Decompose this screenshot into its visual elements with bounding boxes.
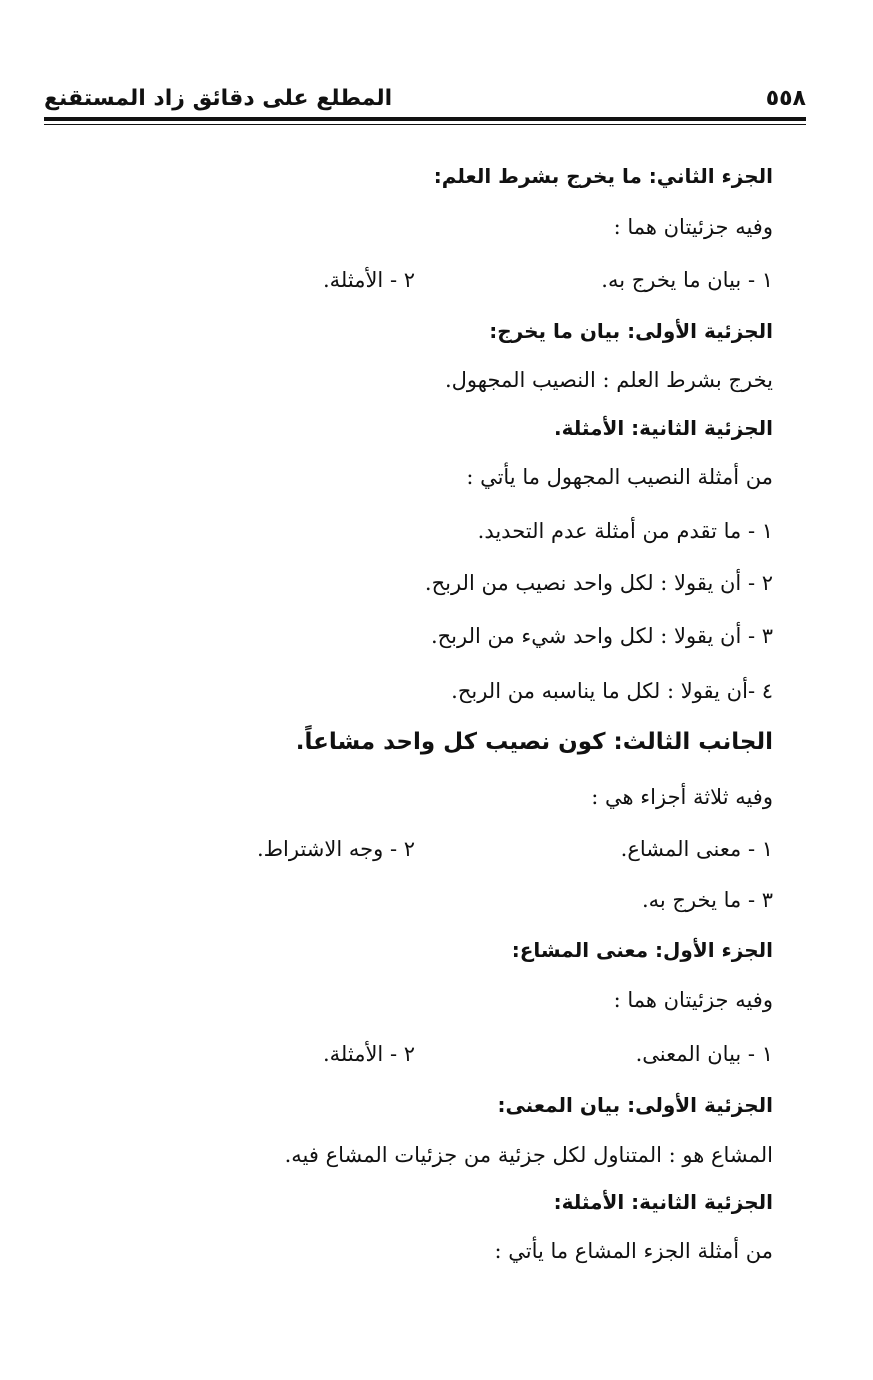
- page-header: [44, 84, 806, 114]
- list-item: ٣ - أن يقولا : لكل واحد شيء من الربح.: [430, 624, 773, 648]
- book-title: المطلع على دقائق زاد المستقنع: [44, 86, 393, 111]
- page-number: ٥٥٨: [765, 86, 806, 111]
- paragraph: وفيه ثلاثة أجزاء هي :: [591, 785, 773, 809]
- section-heading: الجزء الثاني: ما يخرج بشرط العلم:: [433, 164, 773, 188]
- paragraph: وفيه جزئيتان هما :: [613, 988, 773, 1012]
- list-item: ٢ - وجه الاشتراط.: [256, 837, 415, 861]
- subsection-heading: الجزئية الثانية: الأمثلة:: [553, 1190, 773, 1214]
- list-item: ٢ - الأمثلة.: [322, 268, 415, 292]
- subsection-heading: الجزئية الأولى: بيان ما يخرج:: [489, 319, 773, 343]
- list-item: ٣ - ما يخرج به.: [641, 888, 773, 912]
- list-item: ١ - ما تقدم من أمثلة عدم التحديد.: [477, 519, 773, 543]
- paragraph: من أمثلة النصيب المجهول ما يأتي :: [466, 465, 773, 489]
- list-item: ١ - معنى المشاع.: [620, 837, 773, 861]
- subsection-heading: الجزئية الأولى: بيان المعنى:: [497, 1093, 773, 1117]
- subsection-heading: الجزئية الثانية: الأمثلة.: [554, 416, 773, 440]
- section-heading: الجانب الثالث: كون نصيب كل واحد مشاعاً.: [295, 729, 773, 755]
- paragraph: من أمثلة الجزء المشاع ما يأتي :: [494, 1239, 773, 1263]
- list-item: ٢ - أن يقولا : لكل واحد نصيب من الربح.: [424, 571, 773, 595]
- paragraph: المشاع هو : المتناول لكل جزئية من جزئيات المشاع فيه.: [284, 1143, 773, 1167]
- paragraph: وفيه جزئيتان هما :: [613, 215, 773, 239]
- paragraph: يخرج بشرط العلم : النصيب المجهول.: [444, 368, 773, 392]
- section-heading: الجزء الأول: معنى المشاع:: [511, 938, 773, 962]
- list-item: ١ - بيان ما يخرج به.: [601, 268, 773, 292]
- list-item: ٤ -أن يقولا : لكل ما يناسبه من الربح.: [451, 679, 773, 703]
- header-rule-thick: [44, 117, 806, 121]
- list-item: ١ - بيان المعنى.: [635, 1042, 773, 1066]
- header-rule-thin: [44, 124, 806, 125]
- list-item: ٢ - الأمثلة.: [322, 1042, 415, 1066]
